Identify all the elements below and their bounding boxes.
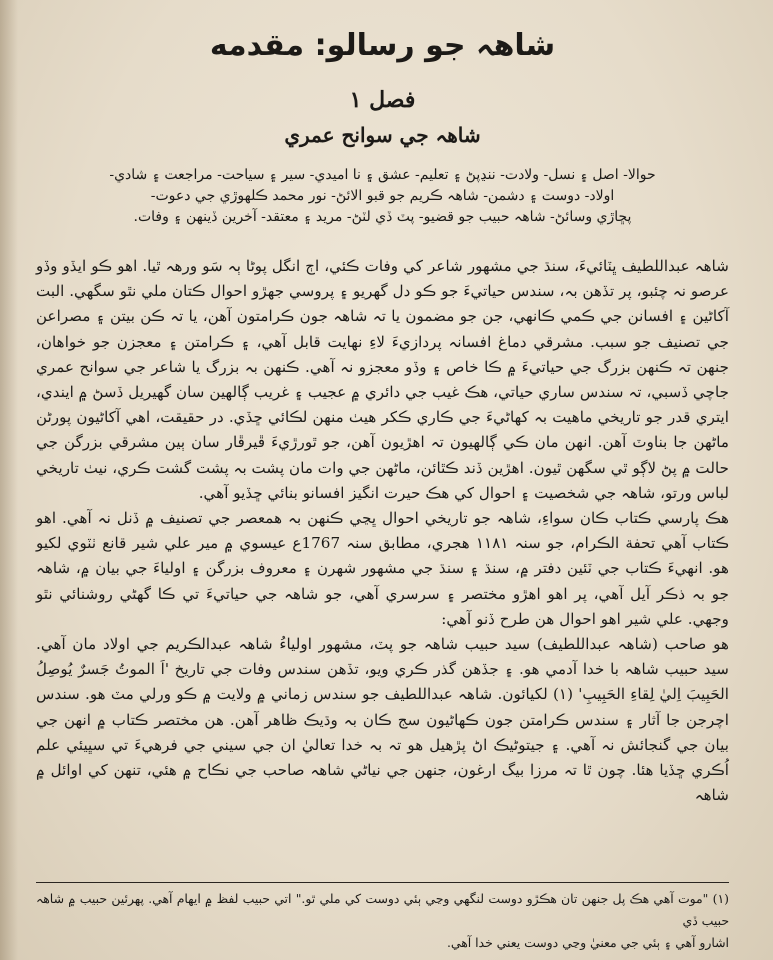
paragraph: هڪ پارسي ڪتاب ڪان سواءِ، شاهہ جو تاريخي احوال ڀڃي ڪنهن بہ همعصر جي تصنيف ۾ ڏنل نہ آهي. اهو ڪتاب آهي تحفة الڪرام، جو سنہ ١١٨١ هجري، مطابق سنہ 1767ع عيسوي ۾ مير علي شير قانع ٺٽوي لکيو هو. انهيءَ ڪتاب جي ٽئين دفتر ۾، سنڌ ۽ سنڌ جي مشهور شهرن ۽ معروف بزرگن ۽ اولياءَ جي بيان ۾، شاهہ جو بہ ذڪر آيل آهي، پر اهو اهڙو مختصر ۽ سرسري آهي، جو شاهہ جي حياتيءَ تي ڪا گهڻي روشنائي نٿو وجهي. علي شير اهو احوال هن طرح ڏنو آهي: <box>36 509 729 628</box>
keywords-line: اولاد- دوست ۽ دشمن- شاهہ ڪريم جو قبو الائڻ- نور محمد ڪلهوڙي جي دعوت- <box>150 188 615 204</box>
footnote-line: (١) "موت آهي هڪ پل جنهن تان هڪڙو دوست لنگهي وڃي ٻئي دوست کي ملي ٿو." اتي حبيب لفظ ۾ ايهام آهي. پهرئين حبيب ۾ شاهہ حبيب ڏي <box>36 891 729 928</box>
paragraph: هو صاحب (شاهہ عبداللطيف) سيد حبيب شاهہ جو پٽ، مشهور اولياءُ شاهہ عبدالڪريم جي اولاد مان آهي. سيد حبيب شاهہ با خدا آدمي هو. ۽ جڏهن گذر ڪري ويو، تڏهن سندس وفات جي تاريخ 'اَ الموتُ جَسرٌ يُوصِلُ الحَبِيبَ اِليٰ لِقاءِ الحَبِيبِ' (١) لکيائون. شاهہ عبداللطيف جو سندس زماني ۾ ولايت ۾ ڪو ورلي مٽ هو. سندس اچرجن جا آثار ۽ سندس ڪرامتن جون ڪهاڻيون سج ڪان بہ وڌيڪ ظاهر آهن. هن مختصر ڪتاب ۾ انهن جي بيان جي گنجائش نہ آهي. ۽ جيتوڻيڪ اڻ پڙهيل هو تہ بہ خدا تعاليٰ ان جي سيني جي فرهيءَ تي سڀيئي علم اُڪري ڇڏيا هئا. چون ٿا تہ مرزا بيگ ارغون، جنهن جي نياڻي شاهہ صاحب جي نڪاح ۾ هئي، تنهن کي اوائل ۾ شاهہ <box>36 635 729 805</box>
chapter-subtitle: شاهہ جي سوانح عمري <box>284 123 481 147</box>
footnotes <box>36 888 729 954</box>
paragraph: شاهہ عبداللطيف ڀٽائيءَ، سنڌ جي مشهور شاعر کي وفات ڪئي، اڄ انگل پوڻا ٻہ سَو ورهہ ٿيا. اهو ڪو ايڏو وڏو عرصو نہ چئبو، پر تڏهن بہ، سندس حياتيءَ جو ڪو دل گهريو ۽ پروسي جهڙو احوال ڪتان ملي نٿو سگهي. البت آکاڻين ۽ افسانن جي ڪمي ڪانهي، جن جو مضمون يا تہ شاهہ جون ڪرامتون آهن، يا تہ ڪن بيتن ۽ مصراعن جي تصنيف جو سبب. مشرقي دماغ افسانہ پردازيءَ لاءِ نهايت قابل آهي، ۽ ڪرامتن ۽ معجزن جو خواهان، جنهن تہ ڪنهن بزرگ جي حياتيءَ ۾ ڪا خاص ۽ وڏو معجزو نہ آهي. ڪنهن بہ بزرگ يا شاعر جي سوانح عمري جاچي ڏسبي، تہ سندس ساري حياتي، هڪ غيب جي دائري ۾ عجيب ۽ غريب ڳالهين سان گهيريل ڏسڻ ۾ ايندي، ايتري قدر جو تاريخي ماهيت بہ کهاڻيءَ جي ڪاري ڪکر هيٺ منهن لڪائي ڇڏي. در حقيقت، اهي آکاڻيون پورڻن ماڻهن جا بناوٽ آهن. انهن مان ڪي ڳالهيون تہ اهڙيون آهن، جو ٿورڙيءَ ڦيرڦار سان ٻين مشرقي بزرگن جي حالت ۾ پڻ لاڳو ٿي سگهن ٿيون. اهڙين ڏند ڪٿائن، ماڻهن جي وات مان پشت بہ پشت گشت ڪري، نيٺ تاريخي لباس ورتو، شاهہ جي شخصيت ۽ احوال کي هڪ حيرت انگيز افسانو بنائي ڇڏيو آهي. <box>36 257 729 502</box>
keywords-line: حوالا- اصل ۽ نسل- ولادت- ننڍپڻ ۽ تعليم- عشق ۽ نا اميدي- سير ۽ سياحت- مراجعت ۽ شادي- <box>109 167 656 183</box>
book-title: شاهہ جو رسالو: مقدمه <box>209 28 556 63</box>
keywords-line: پڇاڙي وسائڻ- شاهہ حبيب جو قضيو- پٽ ڏي لٽڻ- مريد ۽ معتقد- آخرين ڏينهن ۽ وفات. <box>133 209 632 225</box>
topic-keywords <box>36 165 729 228</box>
footnote-divider <box>36 882 729 883</box>
footnote-line: اشارو آهي ۽ ٻئي جي معنيٰ وڃي دوست يعني خدا آهي. <box>446 935 729 950</box>
chapter-heading: فصل ١ <box>349 87 416 113</box>
body-text <box>36 254 729 808</box>
